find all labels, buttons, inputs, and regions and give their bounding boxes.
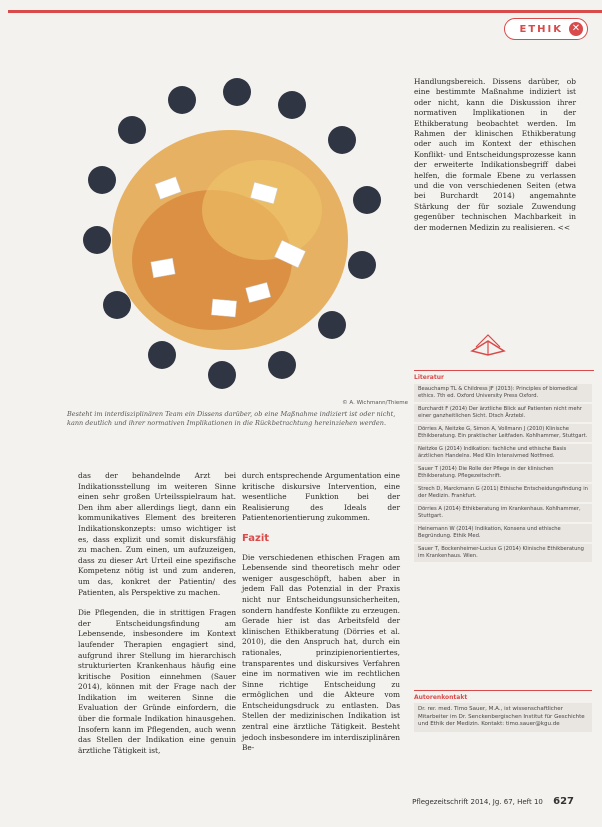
literatur-item: Sauer T, Bockenheimer-Lucius G (2014) Klinische Ethikberatung im Krankenhaus. Wien. <box>414 544 592 562</box>
autorenkontakt-text: Dr. rer. med. Timo Sauer, M.A., ist wissenschaftlicher Mitarbeiter im Dr. Senckenbergischen Institut für Geschichte und Ethik der Medizin. Kontakt: timo.sauer@kgu.de <box>414 703 592 732</box>
literatur-item: Sauer T (2014) Die Rolle der Pflege in der klinischen Ethikberatung. Pflegezeitschrift. <box>414 464 592 482</box>
paragraph: Die verschiedenen ethischen Fragen am Lebensende sind theoretisch mehr oder weniger ausgeschöpft, haben aber in jedem Fall das Potenzial in der Praxis nicht nur Entscheidungsunsicherheiten, sondern handfeste Konflikte zu erzeugen. Gerade hier ist das Arbeitsfeld der klinischen Ethikberatung (Dörries et al. 2010), die den Anspruch hat, durch ein rationales, prinzipienorientiertes, transparentes und diskursives Verfahren eine im normativen wie im rechtlichen Sinne richtige Entscheidung zu ermöglichen und die Akteure vom Entscheidungsdruck zu entlasten. Das Stellen der medizinischen Indikation ist zentral eine ärztliche Tätigkeit. Besteht jedoch insbesondere im interdisziplinären Be- <box>242 552 400 753</box>
section-heading-fazit: Fazit <box>242 532 270 544</box>
body-column-2 <box>242 471 400 764</box>
page-number: 627 <box>553 796 574 807</box>
literatur-item: Heinemann W (2014) Indikation, Konsens und ethische Begründung. Ethik Med. <box>414 524 592 542</box>
body-text-right-top: Handlungsbereich. Dissens darüber, ob eine bestimmte Maßnahme indiziert ist oder nicht, kann die Diskussion ihrer normativen Implikationen in der Ethikberatung beobachtet werden. Im Rahmen der klinischen Ethikberatung oder auch im Kontext der ethischen Konflikt- und Entscheidungsprozesse kann der erweiterte Indikationsbegriff dabei helfen, die formale Ebene zu verlassen und die von verschiedenen Seiten (etwa bei Burchardt 2014) angemahnte Stärkung der für soziale Zuwendung gegenüber technischen Machbarkeit in der modernen Medizin zu realisieren. << <box>414 77 576 232</box>
autorenkontakt-heading-box <box>414 690 592 701</box>
literatur-heading-box <box>414 370 594 383</box>
body-column-1 <box>78 471 236 766</box>
x-circle-icon: ✕ <box>569 22 583 36</box>
paragraph: durch entsprechende Argumentation eine kritische diskursive Intervention, eine wesentliche Funktion bei der Realisierung des Ideals der Patientenorientierung zukommen. <box>242 471 400 523</box>
header-rule <box>8 10 602 13</box>
autorenkontakt-heading: Autorenkontakt <box>414 694 468 701</box>
image-caption: Besteht im interdisziplinären Team ein Dissens darüber, ob eine Maßnahme indiziert ist oder nicht, kann deutlich und ihrer normativen Implikationen in die Rückbetrachtung hereinziehen werden. <box>67 410 396 427</box>
literatur-item: Dörries A (2014) Ethikberatung im Krankenhaus. Kohlhammer, Stuttgart. <box>414 504 592 522</box>
literatur-item: Burchardt F (2014) Der ärztliche Blick auf Patienten nicht mehr einer ganzheitlichen Sicht. Dtsch Ärztebl. <box>414 404 592 422</box>
meeting-illustration <box>62 70 408 405</box>
paragraph: das der behandelnde Arzt bei Indikationsstellung im weiteren Sinne einen sehr großen Urteilsspielraum hat. Den ihm aber allerdings liegt, dann ein kommunikatives Element des breiteren Indikationskonzepts: umso wichtiger ist es, dass explizit und somit diskursfähig zu machen. Zum einen, um aufzuzeigen, dass zu dieser Art Urteil eine spezifische Kompetenz nötig ist und zum anderen, um das, konkret der Patientin/ des Patienten, als Perspektive zu machen. <box>78 471 236 597</box>
literatur-heading: Literatur <box>414 374 444 381</box>
section-label: ETHIK <box>519 23 563 35</box>
literatur-item: Beauchamp TL & Childress JF (2013): Principles of biomedical ethics. 7th ed. Oxford University Press Oxford. <box>414 384 592 402</box>
literatur-item: Strech D, Marckmann G (2011) Ethische Entscheidungsfindung in der Medizin. Frankfurt. <box>414 484 592 502</box>
book-icon <box>470 331 506 357</box>
literatur-list <box>414 384 592 564</box>
section-tag <box>504 18 588 40</box>
image-credit: © A. Wichmann/Thieme <box>342 400 408 406</box>
literatur-item: Dörries A, Neitzke G, Simon A, Vollmann J (2010) Klinische Ethikberatung. Ein praktischer Leitfaden. Kohlhammer, Stuttgart. <box>414 424 592 442</box>
literatur-item: Neitzke G (2014) Indikation: fachliche und ethische Basis ärztlichen Handelns. Med Klin Intensivmed Notfmed. <box>414 444 592 462</box>
journal-citation: Pflegezeitschrift 2014, Jg. 67, Heft 10 <box>412 798 543 806</box>
page-footer <box>412 796 574 807</box>
paragraph: Die Pflegenden, die in strittigen Fragen der Entscheidungsfindung am Lebensende, insbesondere im Kontext laufender Therapien engagiert sind, aufgrund ihrer Stellung im hierarchisch strukturierten Krankenhaus häufig eine kritische Position einnehmen (Sauer 2014), können mit der Frage nach der Indikation im weiteren Sinne die Evaluation der Gründe einfordern, die über die formale Indikation hinausgehen. Insofern kann im Pflegenden, auch wenn das Stellen der Indikation eine genuin ärztliche Tätigkeit ist, <box>78 608 236 755</box>
